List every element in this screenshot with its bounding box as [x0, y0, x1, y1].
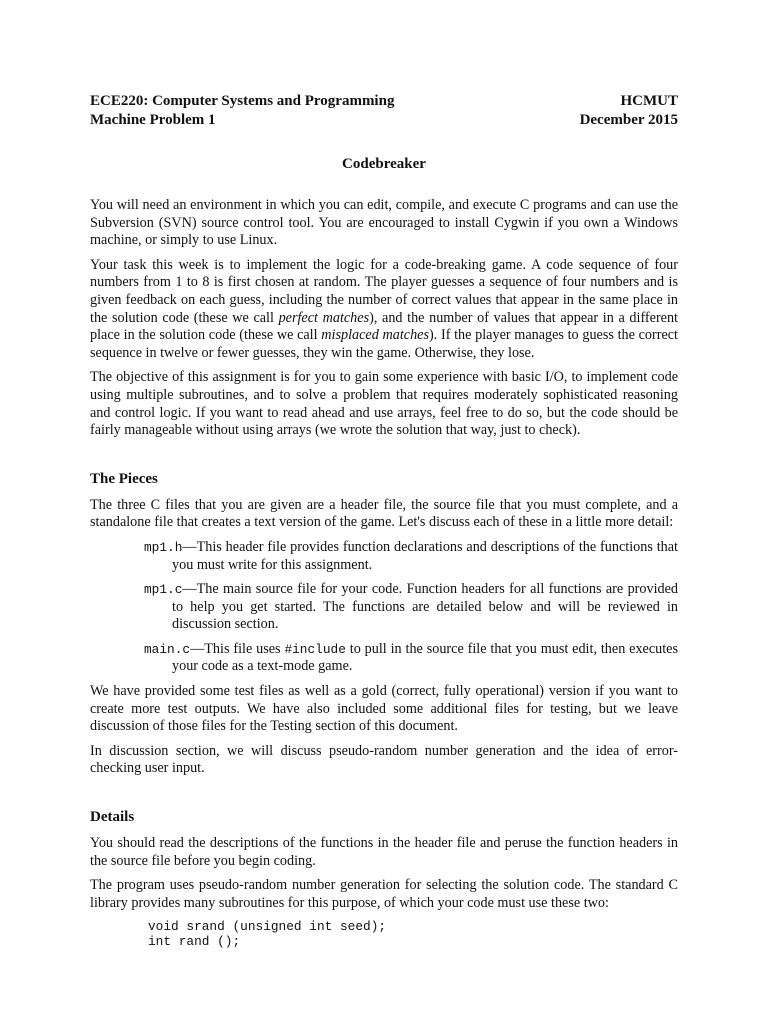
- intro-paragraph-2: Your task this week is to implement the logic for a code-breaking game. A code sequence of four numbers from 1 to 8 is first chosen at random. The player guesses a sequence of four numbers and is given feedback on each guess, including the number of correct values that appear in the same place in the solution code (these we call perfect matches), and the number of values that appear in a different place in the solution code (these we call misplaced matches). If the player manages to guess the correct sequence in twelve or fewer guesses, they win the game. Otherwise, they lose.: [90, 256, 678, 361]
- header-row-2: [90, 111, 678, 130]
- section-heading-pieces: The Pieces: [90, 470, 158, 487]
- term-perfect-matches: perfect matches: [278, 309, 370, 326]
- pieces-lead-paragraph: The three C files that you are given are a header file, the source file that you must complete, and a standalone file that creates a text version of the game. Let's discuss each of these in a little more detail:: [90, 496, 678, 531]
- header-row-1: [90, 92, 678, 111]
- intro-paragraph-3: The objective of this assignment is for you to gain some experience with basic I/O, to implement code using multiple subroutines, and to solve a problem that requires moderately sophisticated reasoning and control logic. If you want to read ahead and use arrays, feel free to do so, but the code should be fairly manageable without using arrays (we wrote the solution that way, just to check).: [90, 369, 678, 439]
- page-title: Codebreaker: [342, 156, 426, 172]
- pieces-paragraph-tests: We have provided some test files as well as a gold (correct, fully operational) version if you want to create more test outputs. We have also included some additional files for testing, but we leave discussion of those files for the Testing section of this document.: [90, 683, 678, 735]
- code-line-rand: int rand ();: [148, 934, 241, 950]
- term-misplaced-matches: misplaced matches: [321, 327, 429, 344]
- assignment-name: Machine Problem 1: [90, 112, 216, 128]
- section-heading-details: Details: [90, 809, 135, 826]
- file-name: main.c: [144, 641, 191, 657]
- assignment-date: December 2015: [579, 112, 678, 128]
- include-directive: #include: [284, 641, 346, 657]
- file-item-mp1-c: mp1.c—The main source file for your code. Function headers for all functions are provided to help you get started. The functions are detailed below and will be reviewed in discussion section.: [144, 581, 678, 633]
- pieces-paragraph-discussion: In discussion section, we will discuss pseudo-random number generation and the idea of error-checking user input.: [90, 742, 678, 777]
- details-paragraph-2: The program uses pseudo-random number generation for selecting the solution code. The standard C library provides many subroutines for this purpose, of which your code must use these two:: [90, 877, 678, 911]
- document-page: [90, 92, 678, 949]
- course-title: ECE220: Computer Systems and Programming: [90, 93, 395, 109]
- code-block: [148, 919, 678, 949]
- file-name: mp1.c: [144, 582, 183, 598]
- school-name: HCMUT: [620, 93, 678, 109]
- code-line-srand: void srand (unsigned int seed);: [148, 919, 387, 935]
- file-item-main-c: main.c—This file uses #include to pull in the source file that you must edit, then executes your code as a text-mode game.: [144, 640, 678, 675]
- details-paragraph-1: You should read the descriptions of the functions in the header file and peruse the function headers in the source file before you begin coding.: [90, 835, 678, 869]
- file-name: mp1.h: [144, 539, 183, 555]
- file-item-mp1-h: mp1.h—This header file provides function declarations and descriptions of the functions that you must write for this assignment.: [144, 538, 678, 573]
- intro-paragraph-1: You will need an environment in which you can edit, compile, and execute C programs and can use the Subversion (SVN) source control tool. You are encouraged to install Cygwin if you own a Windows machine, or simply to use Linux.: [90, 197, 678, 249]
